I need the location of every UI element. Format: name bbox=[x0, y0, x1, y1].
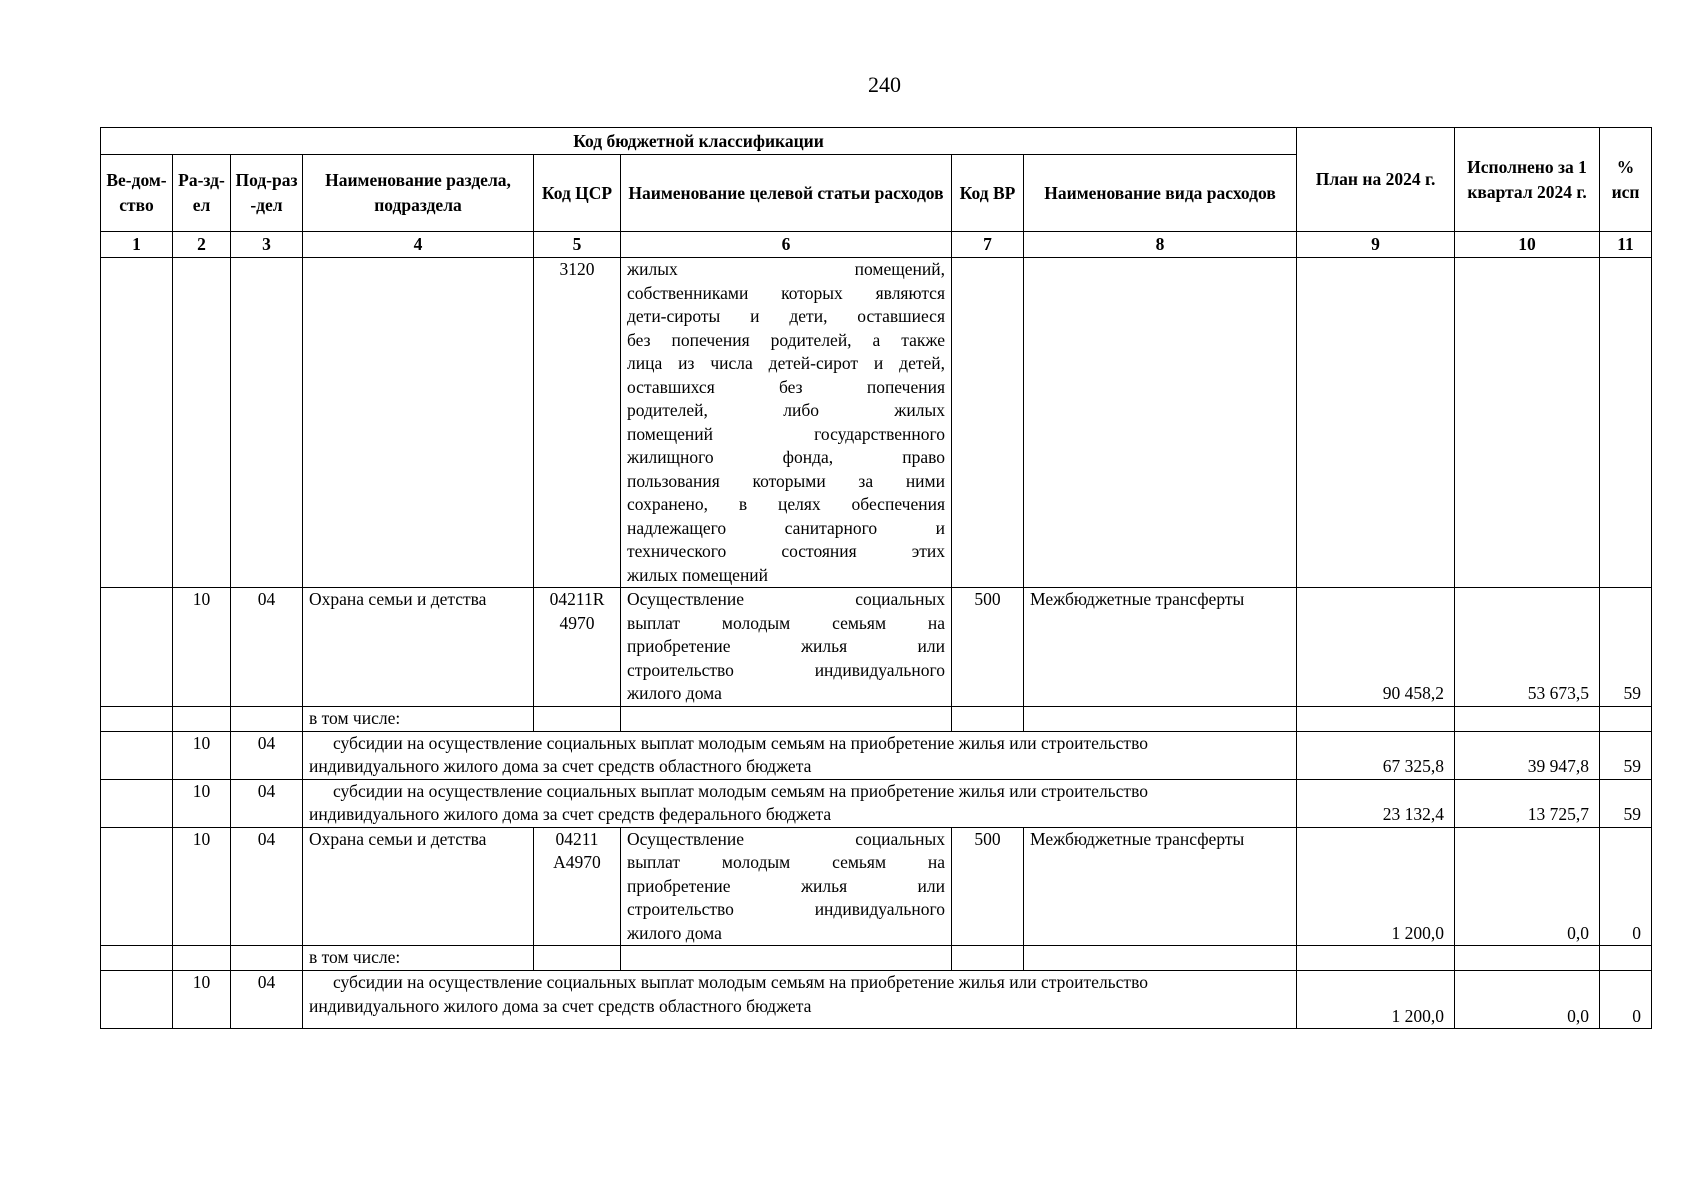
razdel-code: 10 bbox=[173, 827, 231, 946]
podrazdel-code: 04 bbox=[231, 971, 303, 1029]
column-number: 1 bbox=[101, 232, 173, 258]
plan-value: 23 132,4 bbox=[1297, 779, 1455, 827]
header-vr: Код ВР bbox=[952, 155, 1024, 232]
header-podrazdel: Под-раз-дел bbox=[231, 155, 303, 232]
header-percent: % исп bbox=[1600, 128, 1652, 232]
table-row-including bbox=[101, 946, 1652, 971]
budget-table bbox=[100, 127, 1652, 1029]
column-number: 8 bbox=[1024, 232, 1297, 258]
plan-value: 90 458,2 bbox=[1297, 588, 1455, 707]
podrazdel-code: 04 bbox=[231, 588, 303, 707]
subsidy-description: субсидии на осуществление социальных выплат молодым семьям на приобретение жилья или строительство индивидуального жилого дома за счет средств областного бюджета bbox=[303, 731, 1297, 779]
executed-value: 13 725,7 bbox=[1455, 779, 1600, 827]
podrazdel-code: 04 bbox=[231, 779, 303, 827]
vr-code: 500 bbox=[952, 827, 1024, 946]
subsidy-description: субсидии на осуществление социальных выплат молодым семьям на приобретение жилья или строительство индивидуального жилого дома за счет средств федерального бюджета bbox=[303, 779, 1297, 827]
csr-code: 04211R 4970 bbox=[534, 588, 621, 707]
executed-value: 53 673,5 bbox=[1455, 588, 1600, 707]
header-csr: Код ЦСР bbox=[534, 155, 621, 232]
subsidy-description: субсидии на осуществление социальных выплат молодым семьям на приобретение жилья или строительство индивидуального жилого дома за счет средств областного бюджета bbox=[303, 971, 1297, 1029]
column-number: 7 bbox=[952, 232, 1024, 258]
podrazdel-code: 04 bbox=[231, 731, 303, 779]
vr-code: 500 bbox=[952, 588, 1024, 707]
header-plan: План на 2024 г. bbox=[1297, 128, 1455, 232]
plan-value: 1 200,0 bbox=[1297, 971, 1455, 1029]
podrazdel-code: 04 bbox=[231, 827, 303, 946]
column-number: 6 bbox=[621, 232, 952, 258]
percent-value: 59 bbox=[1600, 779, 1652, 827]
header-razdel: Ра-зд-ел bbox=[173, 155, 231, 232]
header-vedomstvo: Ве-дом-ство bbox=[101, 155, 173, 232]
razdel-name: Охрана семьи и детства bbox=[303, 588, 534, 707]
header-executed: Исполнено за 1 квартал 2024 г. bbox=[1455, 128, 1600, 232]
percent-value: 0 bbox=[1600, 827, 1652, 946]
header-target-name: Наименование целевой статьи расходов bbox=[621, 155, 952, 232]
column-number: 2 bbox=[173, 232, 231, 258]
table-row bbox=[101, 827, 1652, 946]
razdel-code: 10 bbox=[173, 731, 231, 779]
header-budget-classification: Код бюджетной классификации bbox=[101, 128, 1297, 155]
header-razdel-name: Наименование раздела, подраздела bbox=[303, 155, 534, 232]
column-number-row bbox=[101, 232, 1652, 258]
executed-value: 39 947,8 bbox=[1455, 731, 1600, 779]
razdel-code: 10 bbox=[173, 779, 231, 827]
executed-value: 0,0 bbox=[1455, 827, 1600, 946]
plan-value: 1 200,0 bbox=[1297, 827, 1455, 946]
column-number: 5 bbox=[534, 232, 621, 258]
page-number: 240 bbox=[868, 72, 901, 97]
column-number: 11 bbox=[1600, 232, 1652, 258]
including-label: в том числе: bbox=[303, 946, 534, 971]
percent-value: 59 bbox=[1600, 588, 1652, 707]
column-number: 3 bbox=[231, 232, 303, 258]
expense-type: Межбюджетные трансферты bbox=[1024, 827, 1297, 946]
percent-value: 0 bbox=[1600, 971, 1652, 1029]
csr-code: 3120 bbox=[534, 258, 621, 588]
column-number: 4 bbox=[303, 232, 534, 258]
razdel-name: Охрана семьи и детства bbox=[303, 827, 534, 946]
table-row bbox=[101, 588, 1652, 707]
including-label: в том числе: bbox=[303, 706, 534, 731]
target-name: Осуществление социальных выплат молодым семьям на приобретение жилья или строительство индивидуального жилого дома bbox=[621, 588, 952, 707]
column-number: 10 bbox=[1455, 232, 1600, 258]
table-row-subsidy bbox=[101, 971, 1652, 1029]
table-row-continuation bbox=[101, 258, 1652, 588]
column-number: 9 bbox=[1297, 232, 1455, 258]
table-row-subsidy bbox=[101, 731, 1652, 779]
plan-value: 67 325,8 bbox=[1297, 731, 1455, 779]
table-row-subsidy bbox=[101, 779, 1652, 827]
razdel-code: 10 bbox=[173, 971, 231, 1029]
header-group-row bbox=[101, 128, 1652, 155]
csr-code: 04211 А4970 bbox=[534, 827, 621, 946]
header-expense-type: Наименование вида расходов bbox=[1024, 155, 1297, 232]
target-name: Осуществление социальных выплат молодым семьям на приобретение жилья или строительство индивидуального жилого дома bbox=[621, 827, 952, 946]
executed-value: 0,0 bbox=[1455, 971, 1600, 1029]
expense-type: Межбюджетные трансферты bbox=[1024, 588, 1297, 707]
target-name: жилых помещений, собственниками которых являются дети-сироты и дети, оставшиеся без попечения родителей, а также лица из числа детей-сирот и детей, оставшихся без попечения родителей, либо жилых помещений государственного жилищного фонда, право пользования которыми за ними сохранено, в целях обеспечения надлежащего санитарного и технического состояния этих жилых помещений bbox=[621, 258, 952, 588]
percent-value: 59 bbox=[1600, 731, 1652, 779]
table-row-including bbox=[101, 706, 1652, 731]
razdel-code: 10 bbox=[173, 588, 231, 707]
